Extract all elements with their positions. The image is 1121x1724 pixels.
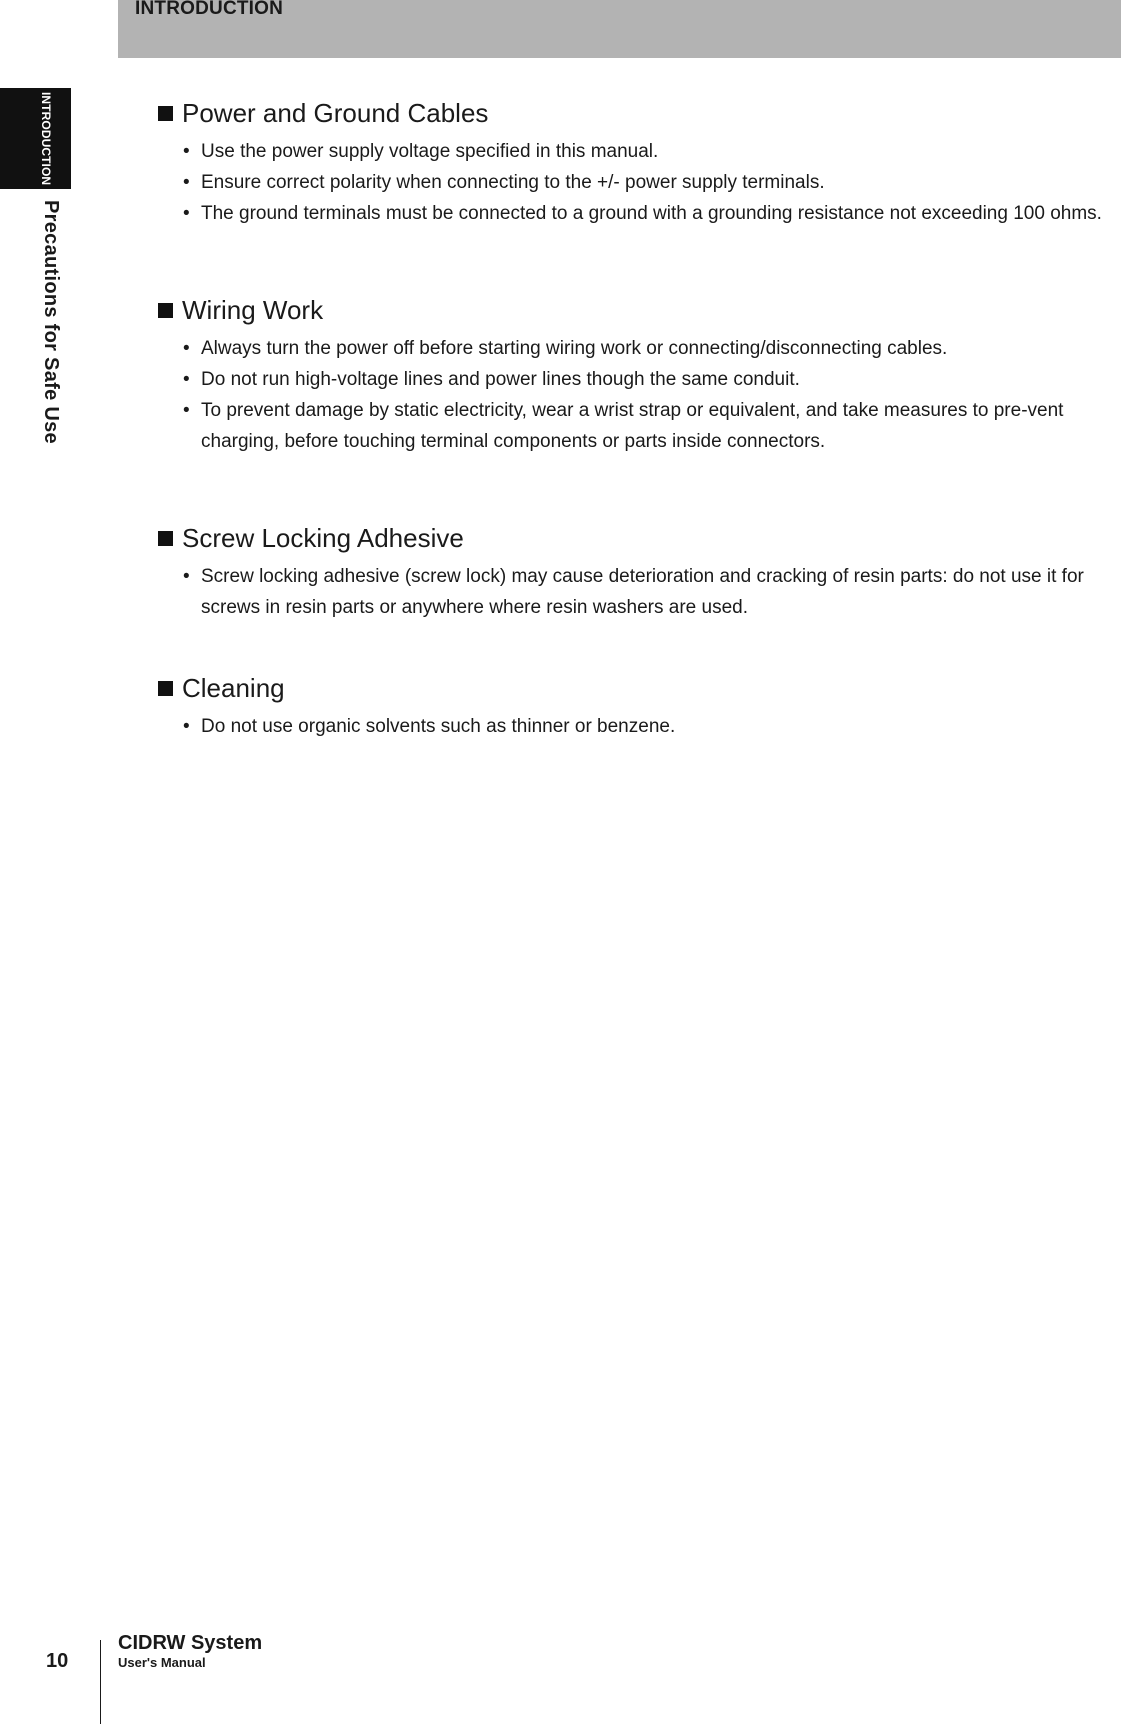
- list-item: • Screw locking adhesive (screw lock) may cause deterioration and cracking of resin parts: do not use it for screws in resin parts or anywhere where resin washers are used.: [183, 566, 1084, 618]
- footer-divider: [100, 1640, 101, 1724]
- section-power-ground-cables: [158, 96, 1121, 229]
- chapter-tab: [0, 88, 71, 189]
- page-number: 10: [46, 1650, 69, 1672]
- list-item: • Always turn the power off before starting wiring work or connecting/disconnecting cables.: [183, 338, 948, 359]
- square-bullet-icon: [158, 681, 173, 696]
- list-item: • The ground terminals must be connected to a ground with a grounding resistance not exceeding 100 ohms.: [183, 203, 1102, 224]
- section-heading: Wiring Work: [182, 295, 324, 325]
- section-screw-locking-adhesive: [158, 521, 1121, 623]
- main-content: [158, 96, 1121, 742]
- list-item: • Do not use organic solvents such as thinner or benzene.: [183, 716, 676, 737]
- list-item: • Use the power supply voltage specified in this manual.: [183, 141, 659, 162]
- section-heading: Screw Locking Adhesive: [182, 523, 464, 553]
- chapter-tab-label: INTRODUCTION: [39, 92, 53, 186]
- list-item: • To prevent damage by static electricity, wear a wrist strap or equivalent, and take measures to pre-vent charging, before touching terminal components or parts inside connectors.: [183, 400, 1064, 452]
- footer-manual-label: User's Manual: [118, 1655, 206, 1670]
- footer-product-name: CIDRW System: [118, 1632, 263, 1654]
- square-bullet-icon: [158, 531, 173, 546]
- square-bullet-icon: [158, 303, 173, 318]
- chapter-title: INTRODUCTION: [135, 0, 284, 19]
- section-heading: Power and Ground Cables: [182, 98, 489, 128]
- section-cleaning: [158, 671, 1121, 742]
- list-item: • Do not run high-voltage lines and power lines though the same conduit.: [183, 369, 800, 390]
- section-side-label: Precautions for Safe Use: [40, 200, 62, 444]
- square-bullet-icon: [158, 106, 173, 121]
- list-item: • Ensure correct polarity when connecting to the +/- power supply terminals.: [183, 172, 825, 193]
- section-heading: Cleaning: [182, 673, 285, 703]
- section-wiring-work: [158, 293, 1121, 457]
